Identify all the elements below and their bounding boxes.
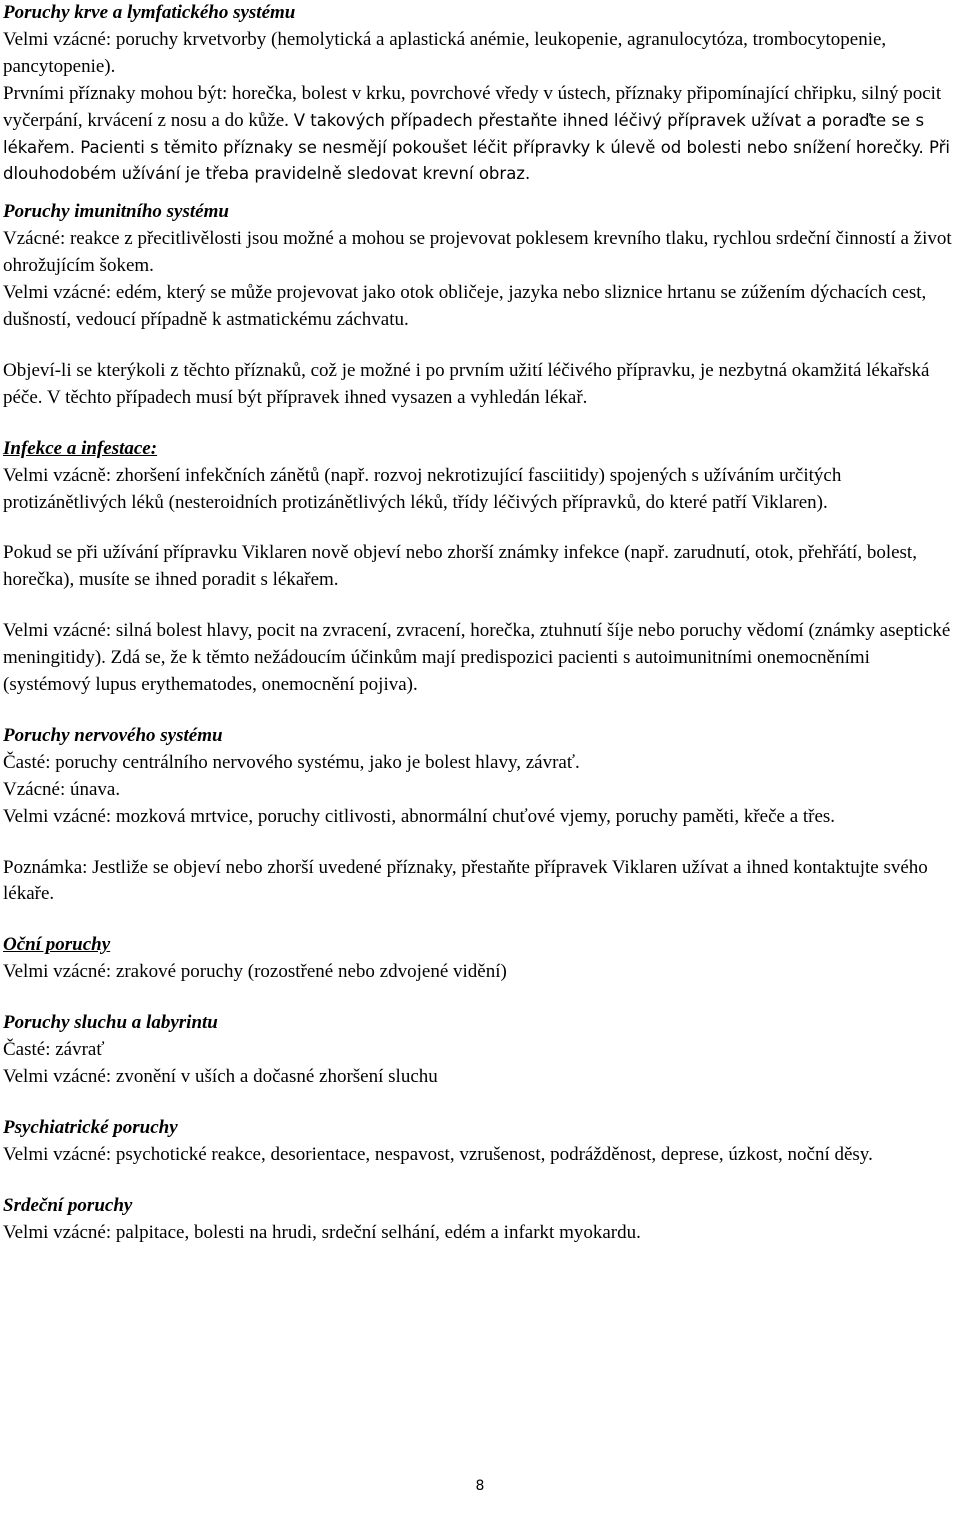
ear-paragraph-2: Velmi vzácné: zvonění v uších a dočasné zhoršení sluchu: [3, 1066, 438, 1087]
blood-paragraph-2: [3, 81, 957, 189]
cardiac-paragraph-1: Velmi vzácné: palpitace, bolesti na hrudi, srdeční selhání, edém a infarkt myokardu.: [3, 1221, 641, 1243]
infections-paragraph-2: Pokud se při užívání přípravku Viklaren nově objeví nebo zhorší známky infekce (např. zarudnutí, otok, přehřátí, bolest, horečka), musíte se ihned poradit s lékařem.: [3, 542, 917, 591]
heading-eye: Oční poruchy: [3, 934, 111, 956]
blood-paragraph-1: Velmi vzácné: poruchy krvetvorby (hemolytická a aplastická anémie, leukopenie, agranulocytóza, trombocytopenie, pancytopenie).: [3, 28, 887, 77]
nervous-paragraph-1: Časté: poruchy centrálního nervového systému, jako je bolest hlavy, závrať.: [3, 751, 580, 773]
heading-ear: Poruchy sluchu a labyrintu: [3, 1012, 218, 1034]
page-number: 8: [475, 1478, 485, 1494]
blood-advice-text: V takových případech přestaňte ihned léčivý přípravek užívat a poraďte se s lékařem. Pacienti s těmito příznaky se nesmějí pokoušet léčit přípravky k úlevě od bolesti nebo snížení horečky. Při dlouhodobém užívání je třeba pravidelně sledovat krevní obraz.: [3, 110, 950, 184]
infections-paragraph-1: Velmi vzácně: zhoršení infekčních zánětů (např. rozvoj nekrotizující fasciitidy) spojených s užíváním určitých protizánětlivých léků (nesteroidních protizánětlivých léků, třídy léčivých přípravků, do které patří Viklaren).: [3, 464, 842, 513]
blood-symptoms-text: Prvními příznaky mohou být: horečka, bolest v krku, povrchové vředy v ústech, příznaky připomínající chřipku, silný pocit vyčerpání, krvácení z nosu a do kůže.: [3, 82, 942, 131]
heading-psych: Psychiatrické poruchy: [3, 1116, 178, 1138]
immune-paragraph-1: Vzácné: reakce z přecitlivělosti jsou možné a mohou se projevovat poklesem krevního tlaku, rychlou srdeční činností a život ohrožujícím šokem.: [3, 228, 952, 277]
nervous-note: Poznámka: Jestliže se objeví nebo zhorší uvedené příznaky, přestaňte přípravek Viklaren užívat a ihned kontaktujte svého lékaře.: [3, 856, 928, 905]
nervous-paragraph-3: Velmi vzácné: mozková mrtvice, poruchy citlivosti, abnormální chuťové vjemy, poruchy paměti, křeče a třes.: [3, 805, 836, 827]
infections-paragraph-3: Velmi vzácné: silná bolest hlavy, pocit na zvracení, zvracení, horečka, ztuhnutí šíje nebo poruchy vědomí (známky aseptické meningitidy). Zdá se, že k těmto nežádoucím účinkům mají predispozici pacienti s autoimunitními onemocněními (systémový lupus erythematodes, onemocnění pojiva).: [3, 620, 951, 696]
nervous-paragraph-2: Vzácné: únava.: [3, 778, 121, 800]
heading-cardiac: Srdeční poruchy: [3, 1194, 133, 1216]
eye-paragraph-1: Velmi vzácné: zrakové poruchy (rozostřené nebo zdvojené vidění): [3, 961, 507, 983]
heading-nervous: Poruchy nervového systému: [3, 724, 223, 746]
heading-infections: Infekce a infestace:: [3, 437, 158, 459]
heading-blood: Poruchy krve a lymfatického systému: [3, 2, 296, 23]
psych-paragraph-1: Velmi vzácné: psychotické reakce, desorientace, nespavost, vzrušenost, podrážděnost, deprese, úzkost, noční děsy.: [3, 1143, 873, 1165]
immune-paragraph-3: Objeví-li se kterýkoli z těchto příznaků, což je možné i po prvním užití léčivého přípravku, je nezbytná okamžitá lékařská péče. V těchto případech musí být přípravek ihned vysazen a vyhledán lékař.: [3, 359, 930, 408]
heading-immune: Poruchy imunitního systému: [3, 201, 229, 223]
ear-paragraph-1: Časté: závrať: [3, 1039, 105, 1061]
document-page: [3, 0, 957, 1247]
immune-paragraph-2: Velmi vzácné: edém, který se může projevovat jako otok obličeje, jazyka nebo sliznice hrtanu se zúžením dýchacích cest, dušností, vedoucí případně k astmatickému záchvatu.: [3, 282, 927, 330]
